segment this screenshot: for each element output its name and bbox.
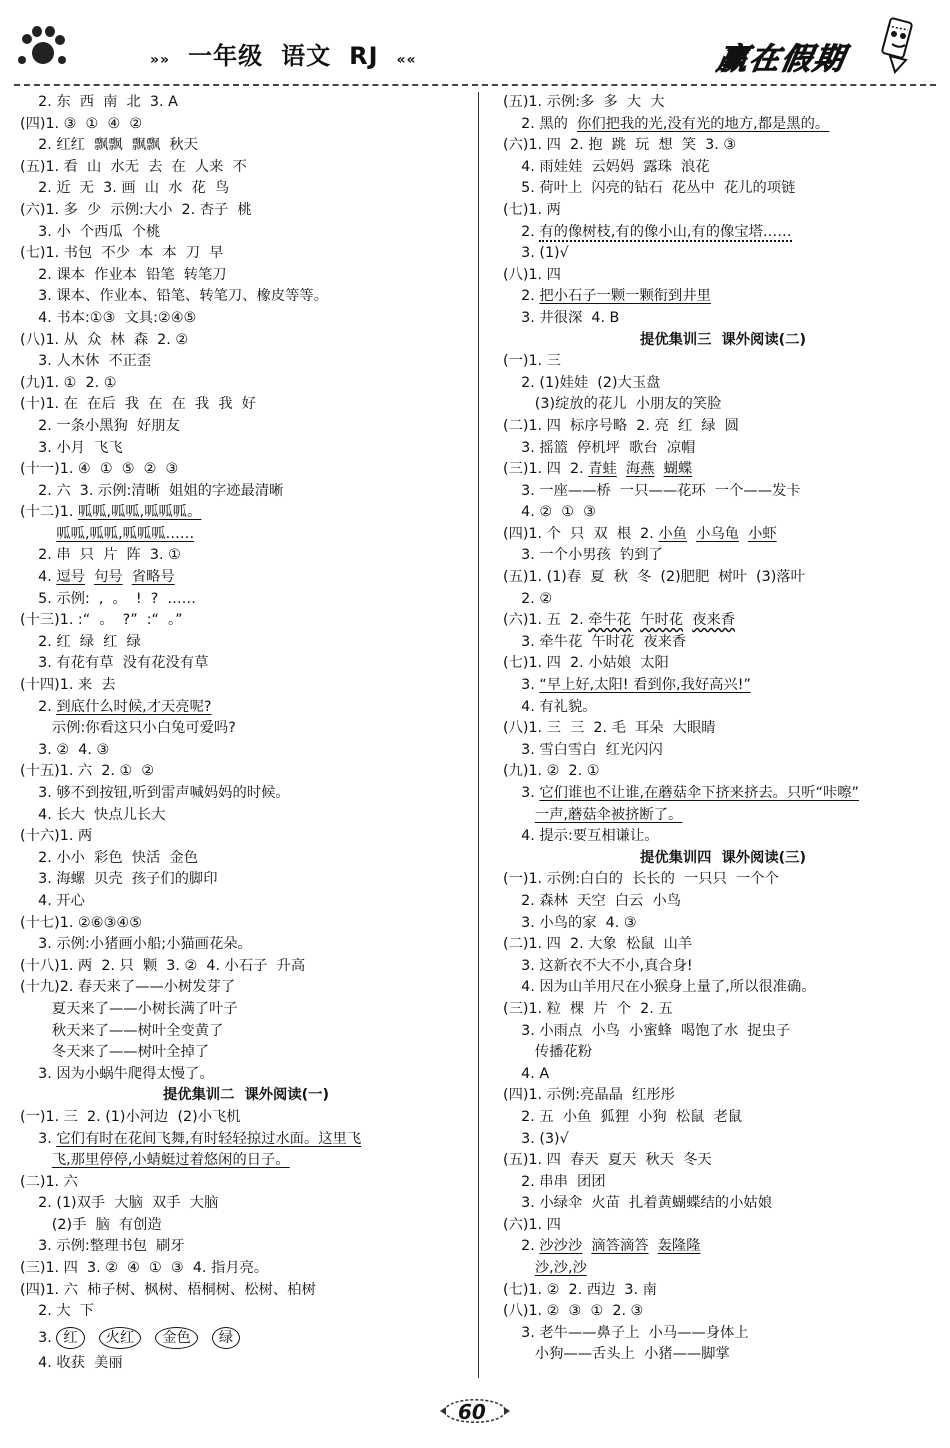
answer-line: 3. (3)√ — [503, 1130, 569, 1147]
answer-prefix: 2. — [503, 223, 540, 240]
answer-line: 2. 五 小鱼 狐狸 小狗 松鼠 老鼠 — [503, 1108, 743, 1125]
underlined-answer: 青蛙 — [588, 461, 617, 478]
answer-line: (五)1. 四 春天 夏天 秋天 冬天 — [503, 1152, 712, 1169]
answer-line: (二)1. 四 2. 大象 松鼠 山羊 — [503, 936, 693, 953]
left-answer-column — [20, 92, 472, 1374]
answer-line — [20, 567, 472, 589]
answer-line — [503, 524, 943, 546]
answer-prefix: 2. 黑的 — [503, 115, 578, 132]
answer-line: 秋天来了——树叶全变黄了 — [20, 1022, 224, 1039]
answer-line: 3. 一座——桥 一只——花环 一个——发卡 — [503, 482, 801, 499]
answer-line: (十一)1. ④ ① ⑤ ② ③ — [20, 461, 179, 478]
answer-line: (2)手 脑 有创造 — [20, 1216, 162, 1233]
answer-prefix: 3. — [503, 785, 540, 801]
answer-line: (九)1. ② 2. ① — [503, 763, 600, 780]
answer-line: 2. 串串 团团 — [503, 1173, 606, 1190]
underlined-answer: 飞,那里停停,小蜻蜓过着悠闲的日子。 — [51, 1152, 290, 1169]
spacer — [655, 461, 664, 477]
answer-line: (三)1. 粒 棵 片 个 2. 五 — [503, 1000, 673, 1017]
underlined-answer: 呱呱,呱呱,呱呱呱…… — [56, 525, 195, 542]
answer-line: (四)1. 示例:亮晶晶 红彤彤 — [503, 1087, 675, 1104]
answer-line: (八)1. ② ③ ① 2. ③ — [503, 1303, 644, 1320]
answer-line — [20, 524, 472, 546]
underlined-answer: 有的像树枝,有的像小山,有的像宝塔…… — [539, 223, 792, 240]
answer-line — [503, 783, 943, 805]
answer-line: 3. 一个小男孩 钓到了 — [503, 547, 663, 564]
answer-line: (五)1. 看 山 水无 去 在 人来 不 — [20, 158, 247, 175]
answer-line: 2. 六 3. 示例:清晰 姐姐的字迹最清晰 — [20, 482, 284, 499]
answer-line: 4. 开心 — [20, 892, 85, 909]
answer-line: 4. 因为山羊用尺在小猴身上量了,所以很准确。 — [503, 979, 816, 996]
spacer — [683, 612, 692, 628]
right-answer-column — [503, 92, 943, 1366]
answer-line: 3. 因为小蜗牛爬得太慢了。 — [20, 1065, 214, 1082]
answer-line: 5. 荷叶上 闪亮的钻石 花丛中 花儿的项链 — [503, 180, 796, 197]
underlined-answer: 你们把我的光,没有光的地方,都是黑的。 — [577, 115, 830, 132]
answer-line: 4. ② ① ③ — [503, 504, 596, 521]
answer-line: 3. 老牛——鼻子上 小马——身体上 — [503, 1324, 749, 1341]
answer-prefix: 2. — [503, 1238, 540, 1255]
answer-prefix: 3. — [20, 1329, 57, 1346]
answer-line: (十九)2. 春天来了——小树发芽了 — [20, 979, 236, 996]
answer-line — [20, 1129, 472, 1151]
section-heading: 提优集训三 课外阅读(二) — [640, 331, 806, 348]
answer-line: 4. A — [503, 1065, 550, 1082]
answer-line: (二)1. 四 标序号略 2. 亮 红 绿 圆 — [503, 417, 739, 434]
subject-label: 语文 — [281, 42, 332, 70]
spacer — [739, 526, 748, 542]
answer-line — [503, 286, 943, 308]
answer-line: 4. 收获 美丽 — [20, 1354, 123, 1371]
answer-line: (三)1. 四 3. ② ④ ① ③ 4. 指月亮。 — [20, 1260, 269, 1277]
answer-line: 3. 牵牛花 午时花 夜来香 — [503, 633, 687, 650]
answer-line: (六)1. 多 少 示例:大小 2. 杏子 桃 — [20, 201, 252, 218]
answer-line: 3. 有花有草 没有花没有草 — [20, 655, 209, 672]
answer-line: 小狗——舌头上 小猪——脚掌 — [503, 1346, 730, 1363]
underlined-answer: “早上好,太阳! 看到你,我好高兴!” — [539, 677, 751, 694]
spacer — [617, 461, 626, 477]
underlined-answer: 沙沙沙 — [539, 1238, 583, 1255]
answer-line: 3. (1)√ — [503, 245, 569, 262]
header-title — [132, 36, 435, 71]
answer-line: 2. (1)娃娃 (2)大玉盘 — [503, 374, 661, 391]
pencil-mascot-icon — [868, 14, 928, 74]
answer-line: (十四)1. 来 去 — [20, 677, 116, 694]
answer-line: (八)1. 四 — [503, 266, 561, 283]
answer-prefix: 3. — [20, 1130, 57, 1147]
underlined-answer: 小虾 — [748, 525, 777, 542]
circled-answer: 火红 — [99, 1327, 142, 1349]
underlined-answer: 蝴蝶 — [663, 461, 693, 478]
underlined-answer: 到底什么时候,才天亮呢? — [56, 698, 212, 715]
answer-line: (一)1. 三 — [503, 353, 561, 370]
answer-line: 3. 海螺 贝壳 孩子们的脚印 — [20, 871, 218, 888]
underlined-answer: 小乌龟 — [696, 525, 739, 542]
spacer — [123, 569, 132, 585]
answer-line: 3. 人木休 不正歪 — [20, 353, 152, 370]
answer-line: 2. 红红 飘飘 飘飘 秋天 — [20, 137, 199, 154]
answer-prefix: 3. — [503, 677, 540, 694]
logo-text: 赢在假期 — [714, 42, 849, 77]
answer-line: 3. 小鸟的家 4. ③ — [503, 914, 637, 931]
answer-line: 4. 雨娃娃 云妈妈 露珠 浪花 — [503, 158, 710, 175]
underlined-answer: 海燕 — [625, 461, 655, 478]
answer-line — [503, 675, 943, 697]
section-heading: 提优集训四 课外阅读(三) — [640, 849, 806, 866]
circled-answer: 绿 — [212, 1327, 240, 1349]
answer-prefix: 2. — [503, 288, 540, 305]
answer-line — [503, 459, 943, 481]
circled-answer: 金色 — [155, 1327, 198, 1349]
answer-line — [503, 222, 943, 244]
underlined-answer: 它们有时在花间飞舞,有时轻轻掠过水面。这里飞 — [56, 1130, 362, 1147]
circled-answer: 红 — [56, 1327, 84, 1349]
answer-line: (十六)1. 两 — [20, 828, 93, 845]
answer-prefix: (四)1. 个 只 双 根 2. — [503, 525, 659, 542]
answer-line: (七)1. 两 — [503, 201, 561, 218]
answer-line: 3. ② 4. ③ — [20, 741, 110, 758]
spacer — [631, 612, 640, 628]
answer-prefix: (六)1. 五 2. — [503, 612, 589, 629]
spacer — [649, 1238, 658, 1254]
edition-label: RJ — [349, 42, 379, 70]
answer-line — [20, 697, 472, 719]
answer-line: 3. 摇篮 停机坪 歌台 凉帽 — [503, 439, 696, 456]
answer-line: 3. 小月 飞飞 — [20, 439, 123, 456]
answer-line: 4. 长大 快点儿长大 — [20, 806, 166, 823]
underlined-answer: 沙,沙,沙 — [534, 1260, 587, 1277]
answer-line: 5. 示例: , 。 ! ? …… — [20, 590, 196, 607]
spacer — [687, 526, 696, 542]
underlined-answer: 呱呱,呱呱,呱呱呱。 — [77, 504, 202, 521]
answer-line: 3. 小雨点 小鸟 小蜜蜂 喝饱了水 捉虫子 — [503, 1022, 791, 1039]
answer-line — [503, 1258, 943, 1280]
answer-prefix: 4. — [20, 569, 57, 586]
underlined-answer: 把小石子一颗一颗衔到井里 — [539, 288, 711, 305]
arrow-left-icon: »» — [150, 52, 171, 68]
answer-line: 示例:你看这只小白兔可爱吗? — [20, 720, 236, 737]
spacer — [582, 1238, 591, 1254]
answer-line: (五)1. 示例:多 多 大 大 — [503, 94, 665, 110]
answer-line: 3. 雪白雪白 红光闪闪 — [503, 741, 663, 758]
page-number: 60 — [458, 1400, 486, 1424]
answer-line — [503, 114, 943, 136]
answer-line: (九)1. ① 2. ① — [20, 374, 117, 391]
answer-line — [20, 502, 472, 524]
answer-line — [503, 805, 943, 827]
answer-line: 4. 有礼貌。 — [503, 698, 597, 715]
spacer — [85, 569, 94, 585]
underlined-answer: 省略号 — [131, 569, 175, 586]
answer-line: 传播花粉 — [503, 1044, 592, 1061]
underlined-answer: 夜来香 — [692, 612, 736, 629]
answer-prefix: (十二)1. — [20, 504, 78, 521]
answer-line: (二)1. 六 — [20, 1173, 78, 1190]
answer-line: (七)1. 四 2. 小姑娘 太阳 — [503, 655, 669, 672]
answer-line: 3. 小绿伞 火苗 扎着黄蝴蝶结的小姑娘 — [503, 1195, 772, 1212]
answer-line — [503, 1236, 943, 1258]
column-divider — [478, 92, 479, 1378]
answer-line: (十八)1. 两 2. 只 颗 3. ② 4. 小石子 升高 — [20, 957, 306, 974]
answer-prefix: (三)1. 四 2. — [503, 461, 589, 478]
underlined-answer: 它们谁也不让谁,在蘑菇伞下挤来挤去。只听“咔嚓” — [539, 785, 859, 801]
underlined-answer: 逗号 — [56, 569, 85, 586]
underlined-answer: 小鱼 — [658, 525, 687, 542]
answer-line — [503, 610, 943, 632]
answer-prefix — [503, 1260, 535, 1276]
section-heading: 提优集训二 课外阅读(一) — [163, 1087, 329, 1104]
underlined-answer: 句号 — [94, 569, 123, 586]
answer-line: (一)1. 三 2. (1)小河边 (2)小飞机 — [20, 1108, 241, 1125]
answer-line: 3. 示例:小猪画小船;小猫画花朵。 — [20, 936, 252, 953]
answer-line: 2. ② — [503, 590, 553, 607]
page-header — [0, 0, 950, 92]
answer-line: 2. (1)双手 大脑 双手 大脑 — [20, 1195, 219, 1212]
underlined-answer: 牵牛花 — [588, 612, 632, 629]
underlined-answer: 一声,蘑菇伞被挤断了。 — [534, 806, 683, 823]
answer-line: (七)1. ② 2. 西边 3. 南 — [503, 1281, 657, 1298]
answer-line: 2. 近 无 3. 画 山 水 花 鸟 — [20, 180, 230, 197]
answer-line: (十三)1. :“ 。 ?” :“ 。” — [20, 612, 183, 629]
answer-line: (六)1. 四 — [503, 1216, 561, 1233]
page-number-badge — [438, 1392, 512, 1430]
answer-line: 2. 森林 天空 白云 小鸟 — [503, 892, 682, 909]
answer-line: (八)1. 三 三 2. 毛 耳朵 大眼睛 — [503, 720, 716, 737]
answer-line: 2. 课本 作业本 铅笔 转笔刀 — [20, 266, 227, 283]
answer-prefix — [20, 526, 56, 542]
answer-line: (五)1. (1)春 夏 秋 冬 (2)肥肥 树叶 (3)落叶 — [503, 569, 805, 586]
header-divider — [14, 84, 936, 86]
answer-line: (六)1. 四 2. 抱 跳 玩 想 笑 3. ③ — [503, 137, 737, 154]
answer-line — [20, 1323, 472, 1353]
answer-line: 3. 小 个西瓜 个桃 — [20, 223, 161, 240]
underlined-answer: 轰隆隆 — [657, 1238, 701, 1255]
answer-line: 冬天来了——树叶全掉了 — [20, 1044, 210, 1061]
answer-line: (四)1. ③ ① ④ ② — [20, 115, 143, 132]
answer-line: 2. 一条小黑狗 好朋友 — [20, 417, 180, 434]
answer-line: 2. 红 绿 红 绿 — [20, 633, 141, 650]
answer-line: 3. 课本、作业本、铅笔、转笔刀、橡皮等等。 — [20, 288, 329, 305]
answer-line: (八)1. 从 众 林 森 2. ② — [20, 331, 189, 348]
answer-line: (七)1. 书包 不少 本 本 刀 早 — [20, 245, 224, 262]
paw-print-icon — [18, 26, 66, 72]
answer-line: 夏天来了——小树长满了叶子 — [20, 1000, 238, 1017]
answer-line: (十七)1. ②⑥③④⑤ — [20, 914, 143, 931]
answer-line: 4. 书本:①③ 文具:②④⑤ — [20, 309, 197, 326]
answer-line: 2. 串 只 片 阵 3. ① — [20, 547, 181, 564]
answer-prefix: 2. — [20, 698, 57, 715]
underlined-answer: 午时花 — [640, 612, 684, 629]
answer-line: 4. 提示:要互相谦让。 — [503, 828, 659, 845]
grade-label: 一年级 — [188, 42, 264, 70]
answer-line: 3. 这新衣不大不小,真合身! — [503, 957, 693, 974]
answer-line — [20, 1150, 472, 1172]
answer-prefix — [503, 807, 535, 823]
answer-line: (3)绽放的花儿 小朋友的笑脸 — [503, 396, 722, 413]
answer-line: 3. 够不到按钮,听到雷声喊妈妈的时候。 — [20, 785, 290, 801]
answer-line: 3. 井很深 4. B — [503, 309, 620, 326]
answer-line: (四)1. 六 柿子树、枫树、梧桐树、松树、柏树 — [20, 1281, 316, 1298]
answer-prefix — [20, 1152, 52, 1168]
answer-line: (十)1. 在 在后 我 在 在 我 我 好 — [20, 396, 256, 413]
answer-line: 2. 东 西 南 北 3. A — [20, 94, 178, 110]
answer-line: 2. 小小 彩色 快活 金色 — [20, 849, 199, 866]
answer-line: 3. 示例:整理书包 刷牙 — [20, 1238, 185, 1255]
underlined-answer: 滴答滴答 — [591, 1238, 649, 1255]
arrow-right-icon: «« — [396, 52, 417, 68]
answer-line: (十五)1. 六 2. ① ② — [20, 763, 155, 780]
answer-line: (一)1. 示例:白白的 长长的 一只只 一个个 — [503, 871, 779, 888]
answer-line: 2. 大 下 — [20, 1303, 95, 1320]
brand-logo — [714, 20, 928, 80]
